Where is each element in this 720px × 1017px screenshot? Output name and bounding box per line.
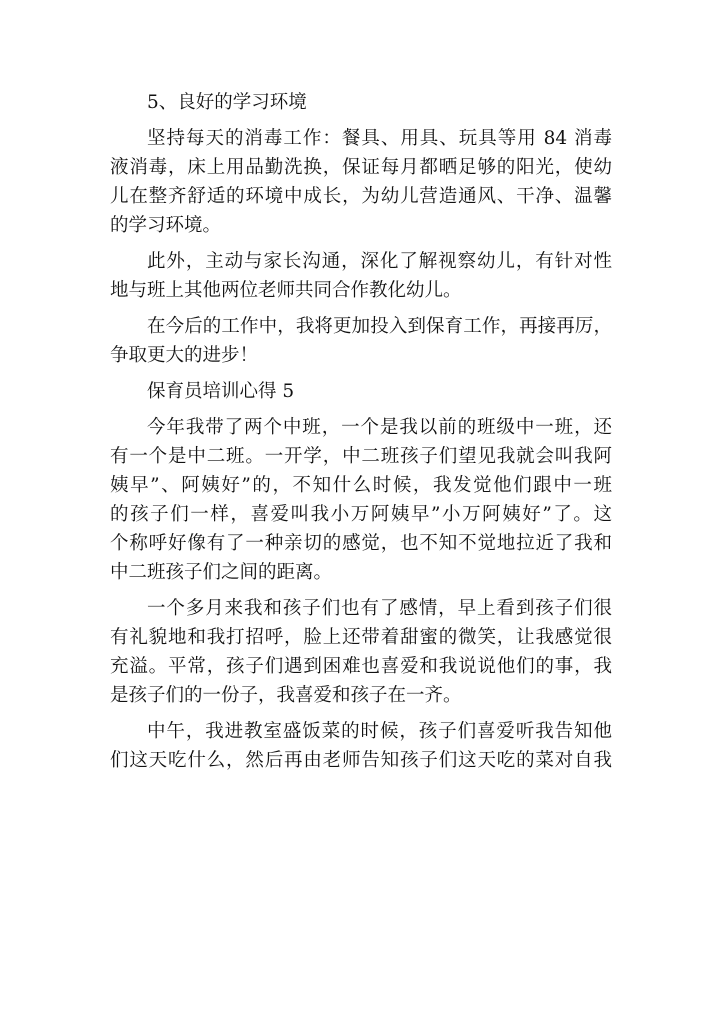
paragraph-line: 今年我带了两个中班，一个是我以前的班级中一班，还 — [147, 417, 612, 438]
paragraph-line: 中二班孩子们之间的距离。 — [110, 562, 333, 583]
paragraph-line: 一个多月来我和孩子们也有了感情，早上看到孩子们很 — [147, 598, 612, 619]
section-title: 保育员培训心得 5 — [147, 381, 295, 402]
document-page — [110, 88, 612, 775]
paragraph-line: 地与班上其他两位老师共同合作教化幼儿。 — [110, 280, 462, 301]
paragraph-line: 此外，主动与家长沟通，深化了解视察幼儿，有针对性 — [147, 251, 612, 272]
paragraph-line: 们这天吃什么，然后再由老师告知孩子们这天吃的菜对自我 — [110, 750, 612, 771]
paragraph-line: 争取更大的进步！ — [110, 345, 259, 366]
paragraph-line: 姨早”、阿姨好”的，不知什么时候，我发觉他们跟中一班 — [110, 475, 612, 496]
paragraph-line: 中午，我进教室盛饭菜的时候，孩子们喜爱听我告知他 — [147, 721, 612, 742]
section-heading: 5、良好的学习环境 — [147, 92, 307, 113]
paragraph-line: 的学习环境。 — [110, 215, 222, 236]
paragraph-line: 有礼貌地和我打招呼，脸上还带着甜蜜的微笑，让我感觉很 — [110, 627, 612, 648]
paragraph-line: 有一个是中二班。一开学，中二班孩子们望见我就会叫我阿 — [110, 446, 612, 467]
paragraph-line: 儿在整齐舒适的环境中成长，为幼儿营造通风、干净、温馨 — [110, 186, 612, 207]
paragraph-line: 的孩子们一样，喜爱叫我小万阿姨早”小万阿姨好”了。这 — [110, 504, 612, 525]
paragraph-line: 是孩子们的一份子，我喜爱和孩子在一齐。 — [110, 685, 462, 706]
paragraph-line: 个称呼好像有了一种亲切的感觉，也不知不觉地拉近了我和 — [110, 533, 612, 554]
paragraph-line: 坚持每天的消毒工作：餐具、用具、玩具等用 84 消毒 — [147, 128, 612, 149]
paragraph-line: 液消毒，床上用品勤洗换，保证每月都晒足够的阳光，使幼 — [110, 157, 612, 178]
paragraph-line: 充溢。平常，孩子们遇到困难也喜爱和我说说他们的事，我 — [110, 656, 612, 677]
paragraph-line: 在今后的工作中，我将更加投入到保育工作，再接再厉， — [147, 316, 612, 337]
